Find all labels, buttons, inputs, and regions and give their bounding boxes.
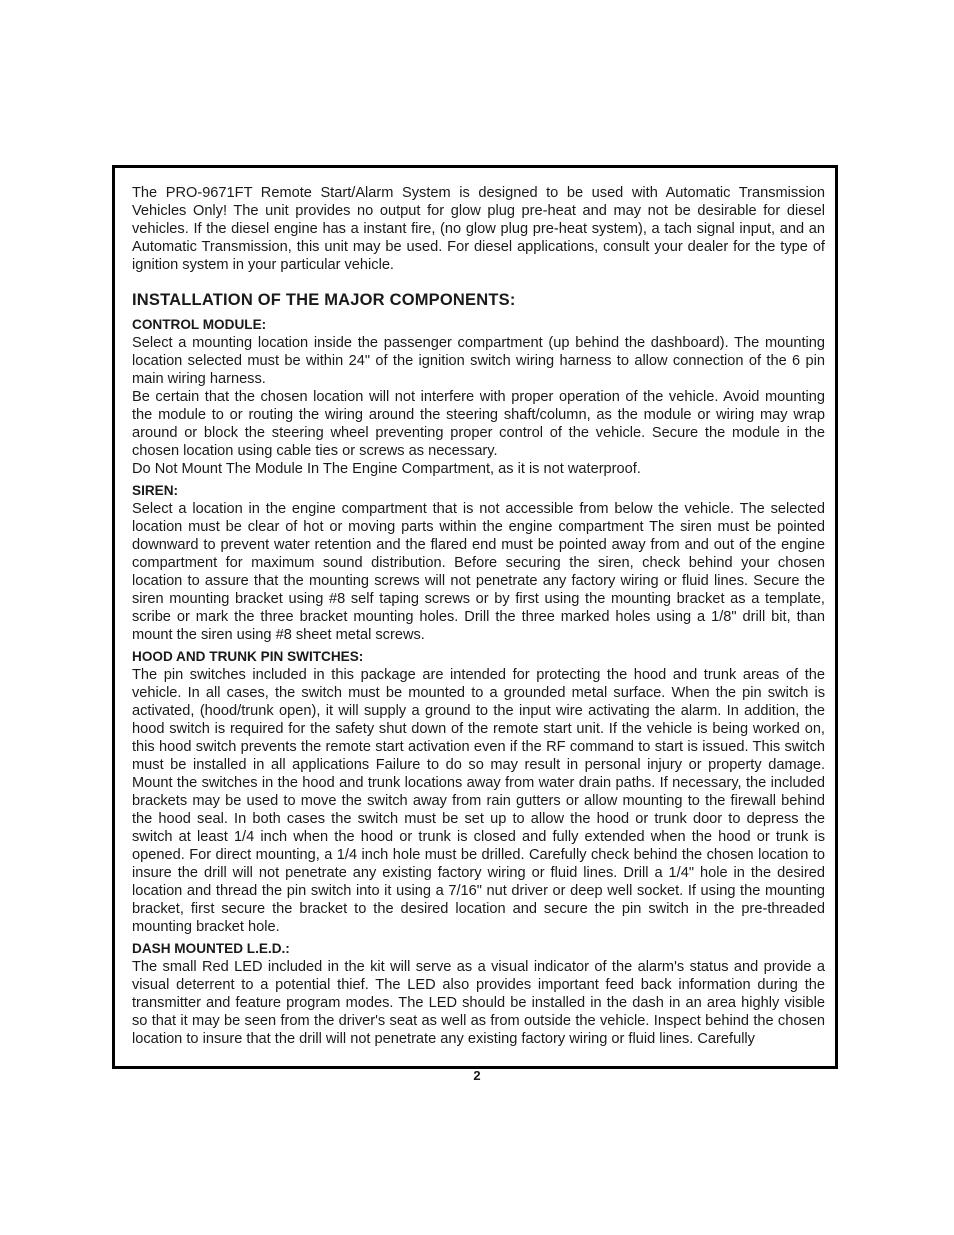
- section-paragraph: Select a mounting location inside the passenger compartment (up behind the dashboard). The mounting location selected must be within 24" of the ignition switch wiring harness to allow connection of the 6 pin main wiring harness.: [132, 335, 825, 387]
- section-heading: HOOD AND TRUNK PIN SWITCHES:: [132, 649, 364, 664]
- document-body: [132, 184, 825, 1052]
- main-heading: INSTALLATION OF THE MAJOR COMPONENTS:: [132, 291, 516, 309]
- section-pin-switches: [132, 648, 825, 936]
- section-heading: SIREN:: [132, 483, 179, 498]
- section-dash-led: [132, 940, 825, 1048]
- section-heading: DASH MOUNTED L.E.D.:: [132, 941, 290, 956]
- section-siren: [132, 482, 825, 644]
- section-paragraph: Select a location in the engine compartment that is not accessible from below the vehicle. The selected location must be clear of hot or moving parts within the engine compartment The siren must be pointed downward to prevent water retention and the flared end must be pointed away from and out of the engine compartment for maximum sound distribution. Before securing the siren, check behind your chosen location to assure that the mounting screws will not penetrate any factory wiring or fluid lines. Secure the siren mounting bracket using #8 self taping screws or by first using the mounting bracket as a template, scribe or mark the three bracket mounting holes. Drill the three marked holes using a 1/8" drill bit, than mount the siren using #8 sheet metal screws.: [132, 501, 825, 643]
- section-heading: CONTROL MODULE:: [132, 317, 267, 332]
- section-paragraph: Be certain that the chosen location will not interfere with proper operation of the vehicle. Avoid mounting the module to or routing the wiring around the steering shaft/column, as the module or wiring may wrap around or block the steering wheel preventing proper control of the vehicle. Secure the module in the chosen location using cable ties or screws as necessary.: [132, 389, 825, 459]
- section-paragraph: Do Not Mount The Module In The Engine Compartment, as it is not waterproof.: [132, 461, 641, 477]
- section-paragraph: The small Red LED included in the kit will serve as a visual indicator of the alarm's status and provide a visual deterrent to a potential thief. The LED also provides important feed back information during the transmitter and feature program modes. The LED should be installed in the dash in an area highly visible so that it may be seen from the driver's seat as well as from outside the vehicle. Inspect behind the chosen location to insure that the drill will not penetrate any existing factory wiring or fluid lines. Carefully: [132, 959, 825, 1047]
- intro-paragraph: The PRO-9671FT Remote Start/Alarm System is designed to be used with Automatic Transmission Vehicles Only! The unit provides no output for glow plug pre-heat and may not be desirable for diesel vehicles. If the diesel engine has a instant fire, (no glow plug pre-heat system), a tach signal input, and an Automatic Transmission, this unit may be used. For diesel applications, consult your dealer for the type of ignition system in your particular vehicle.: [132, 185, 825, 273]
- section-control-module: [132, 316, 825, 478]
- page-number: 2: [473, 1068, 481, 1083]
- content-frame: [112, 165, 838, 1069]
- section-paragraph: The pin switches included in this package are intended for protecting the hood and trunk areas of the vehicle. In all cases, the switch must be mounted to a grounded metal surface. When the pin switch is activated, (hood/trunk open), it will supply a ground to the input wire activating the alarm. In addition, the hood switch is required for the safety shut down of the remote start unit. If the vehicle is being worked on, this hood switch prevents the remote start activation even if the RF command to start is issued. This switch must be installed in all applications Failure to do so may result in personal injury or property damage. Mount the switches in the hood and trunk locations away from water drain paths. If necessary, the included brackets may be used to move the switch away from rain gutters or allow mounting to the firewall behind the hood seal. In both cases the switch must be set up to allow the hood or trunk door to depress the switch at least 1/4 inch when the hood or trunk is closed and fully extended when the hood or trunk is opened. For direct mounting, a 1/4 inch hole must be drilled. Carefully check behind the chosen location to insure the drill will not penetrate any existing factory wiring or fluid lines. Drill a 1/4" hole in the desired location and thread the pin switch into it using a 7/16" nut driver or deep well socket. If using the mounting bracket, first secure the bracket to the desired location and secure the pin switch in the pre-threaded mounting bracket hole.: [132, 667, 825, 935]
